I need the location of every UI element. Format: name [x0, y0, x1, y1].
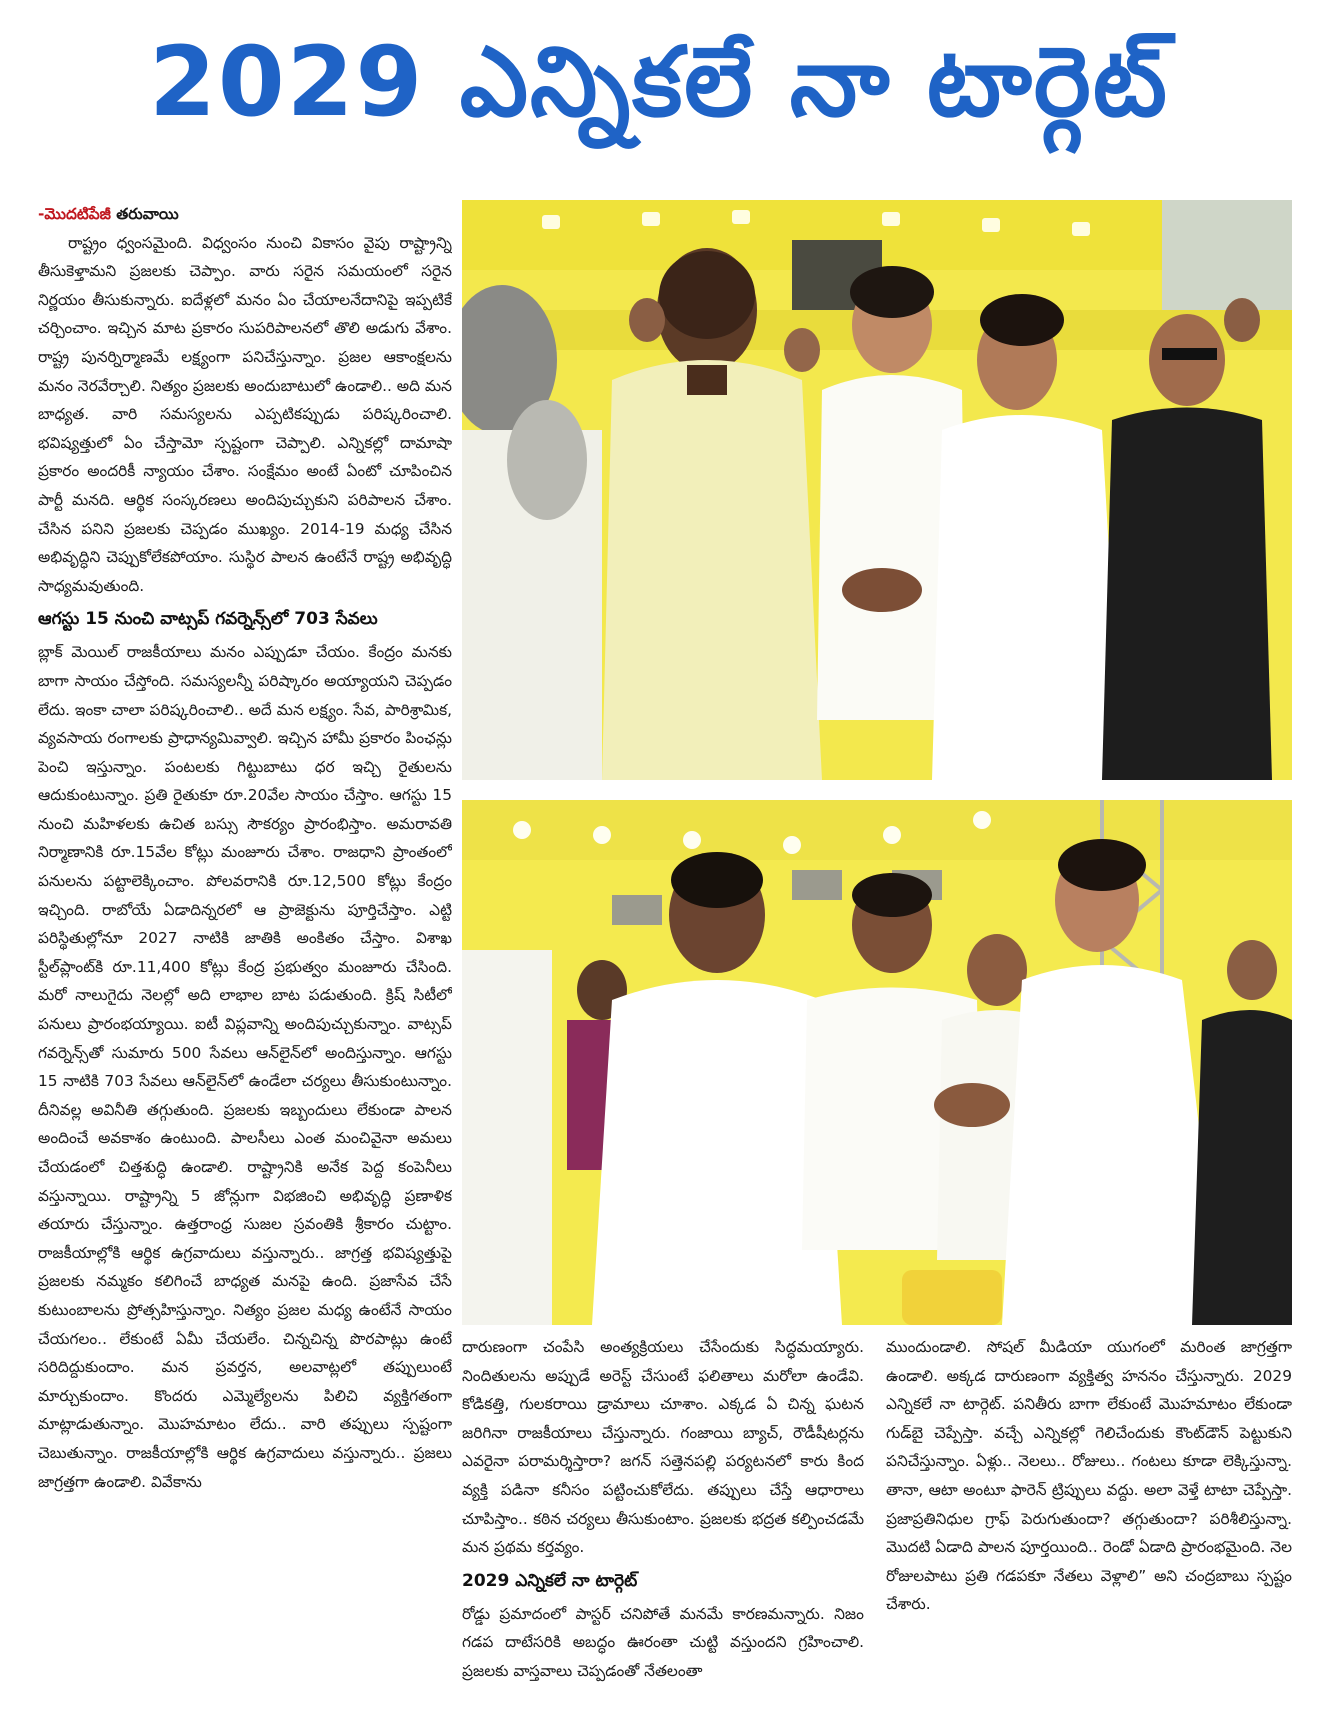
paragraph: బ్లాక్ మెయిల్ రాజకీయాలు మనం ఎప్పుడూ చేయం. కేంద్రం మనకు బాగా సాయం చేస్తోంది. సమస్యలన్నీ పరిష్కారం అయ్యాయని చెప్పడం లేదు. ఇంకా చాలా పరిష్కరించాలి.. అదే మన లక్ష్యం. సేవ, పారిశ్రామిక, వ్యవసాయ రంగాలకు ప్రాధాన్యమివ్వాలి. ఇచ్చిన హామీ ప్రకారం పింఛన్లు పెంచి ఇస్తున్నాం. పంటలకు గిట్టుబాటు ధర ఇచ్చి రైతులను ఆదుకుంటున్నాం. ప్రతి రైతుకూ రూ.20వేల సాయం చేస్తాం. ఆగస్టు 15 నుంచి మహిళలకు ఉచిత బస్సు సౌకర్యం ప్రారంభిస్తాం. అమరావతి నిర్మాణానికి రూ.15వేల కోట్లు మంజూరు చేశాం. రాజధాని ప్రాంతంలో పనులను పట్టాలెక్కించాం. పోలవరానికి రూ.12,500 కోట్లు కేంద్రం ఇచ్చింది. రాబోయే ఏడాదిన్నరలో ఆ ప్రాజెక్టును పూర్తిచేస్తాం. ఎట్టి పరిస్థితుల్లోనూ 2027 నాటికి జాతికి అంకితం చేస్తాం. విశాఖ స్టీల్‌ప్లాంట్‌కి రూ.11,400 కోట్లు కేంద్ర ప్రభుత్వం మంజూరు చేసింది. మరో నాలుగైదు నెలల్లో అది లాభాల బాట పడుతుంది. క్రిష్ సిటీలో పనులు ప్రారంభయ్యాయి. ఐటీ విప్లవాన్ని అందిపుచ్చుకున్నాం. వాట్సప్ గవర్నెన్స్‌తో సుమారు 500 సేవలు ఆన్‌లైన్‌లో అందిస్తున్నాం. ఆగస్టు 15 నాటికి 703 సేవలు ఆన్‌లైన్‌లో ఉండేలా చర్యలు తీసుకుంటున్నాం. దీనివల్ల అవినీతి తగ్గుతుంది. ప్రజలకు ఇబ్బందులు లేకుండా పాలన అందించే అవకాశం ఉంటుంది. పాలసీలు ఎంత మంచివైనా అమలు చేయడంలో చిత్తశుద్ధి ఉండాలి. రాష్ట్రానికి అనేక పెద్ద కంపెనీలు వస్తున్నాయి. రాష్ట్రాన్ని 5 జోన్లుగా విభజించి అభివృద్ధి ప్రణాళిక తయారు చేస్తున్నాం. ఉత్తరాంధ్ర సుజల స్రవంతికి శ్రీకారం చుట్టాం. రాజకీయాల్లోకి ఆర్థిక ఉగ్రవాదులు వస్తున్నారు.. జాగ్రత్త భవిష్యత్తుపై ప్రజలకు నమ్మకం కలిగించే బాధ్యత మనపై ఉంది. ప్రజాసేవ చేసే కుటుంబాలను ప్రోత్సహిస్తున్నాం. నిత్యం ప్రజల మధ్య ఉంటేనే సాయం చేయగలం.. లేకుంటే ఏమీ చేయలేం. చిన్నచిన్న పొరపాట్లు ఉంటే సరిదిద్దుకుందాం. మన ప్రవర్తన, అలవాట్లలో తప్పులుంటే మార్చుకుందాం. కొందరు ఎమ్మెల్యేలను పిలిచి వ్యక్తిగతంగా మాట్లాడుతున్నాం. మొహమాటం లేదు.. వారి తప్పులు స్పష్టంగా చెబుతున్నాం. రాజకీయాల్లోకి ఆర్థిక ఉగ్రవాదులు వస్తున్నారు.. ప్రజలు జాగ్రత్తగా ఉండాలి. వివేకాను: [38, 643, 452, 1491]
byline-continued: తరువాయి: [116, 205, 179, 223]
photo-leaders-greeting: [462, 200, 1292, 780]
photo-illustration: [462, 200, 1292, 780]
paragraph: దారుణంగా చంపేసి అంత్యక్రియలు చేసేందుకు సిద్ధమయ్యారు. నిందితులను అప్పుడే అరెస్ట్ చేసుంటే ఫలితాలు మరోలా ఉండేవి. కోడికత్తి, గులకరాయి డ్రామాలు చూశాం. ఎక్కడ ఏ చిన్న ఘటన జరిగినా రాజకీయాలు చేస్తున్నారు. గంజాయి బ్యాచ్, రౌడీషీటర్లను ఎవరైనా పరామర్శిస్తారా? జగన్ సత్తెనపల్లి పర్యటనలో కారు కింద వ్యక్తి పడినా కనీసం పట్టించుకోలేదు. తప్పులు చేస్తే ఆధారాలు చూపిస్తాం.. కఠిన చర్యలు తీసుకుంటాం. ప్రజలకు భద్రత కల్పించడమే మన ప్రథమ కర్తవ్యం.: [462, 1338, 864, 1557]
paragraph: రాష్ట్రం ధ్వంసమైంది. విధ్వంసం నుంచి వికాసం వైపు రాష్ట్రాన్ని తీసుకెళ్తామని ప్రజలకు చెప్పాం. వారు సరైన సమయంలో సరైన నిర్ణయం తీసుకున్నారు. ఐదేళ్లలో మనం ఏం చేయాలనేదానిపై ఇప్పటికే చర్చించాం. ఇచ్చిన మాట ప్రకారం సుపరిపాలనలో తొలి అడుగు వేశాం. రాష్ట్ర పునర్నిర్మాణమే లక్ష్యంగా పనిచేస్తున్నాం. ప్రజల ఆకాంక్షలను మనం నెరవేర్చాలి. నిత్యం ప్రజలకు అందుబాటులో ఉండాలి.. అది మన బాధ్యత. వారి సమస్యలను ఎప్పటికప్పుడు పరిష్కరించాలి. భవిష్యత్తులో ఏం చేస్తామో స్పష్టంగా చెప్పాలి. ఎన్నికల్లో దామాషా ప్రకారం అందరికీ న్యాయం చేశాం. సంక్షేమం అంటే ఏంటో చూపించిన పార్టీ మనది. ఆర్థిక సంస్కరణలు అందిపుచ్చుకుని పరిపాలన చేశాం. చేసిన పనిని ప్రజలకు చెప్పడం ముఖ్యం. 2014-19 మధ్య చేసిన అభివృద్ధిని చెప్పుకోలేకపోయాం. సుస్థిర పాలన ఉంటేనే రాష్ట్ర అభివృద్ధి సాధ్యమవుతుంది.: [38, 233, 452, 595]
photo-handshake: [462, 800, 1292, 1325]
headline: 2029 ఎన్నికలే నా టార్గెట్: [149, 26, 1169, 138]
photo-illustration: [462, 800, 1292, 1325]
paragraph: ముందుండాలి. సోషల్ మీడియా యుగంలో మరింత జాగ్రత్తగా ఉండాలి. అక్కడ దారుణంగా వ్యక్తిత్వ హననం చేస్తున్నారు. 2029 ఎన్నికలే నా టార్గెట్. పనితీరు బాగా లేకుంటే మొహమాటం లేకుండా గుడ్‌బై చెప్పేస్తా. వచ్చే ఎన్నికల్లో గెలిచేందుకు కౌంట్‌డౌన్ పెట్టుకుని పనిచేస్తున్నాం. ఏళ్లు.. నెలలు.. రోజులు.. గంటలు కూడా లెక్కిస్తున్నా. తానా, ఆటా అంటూ ఫారెన్ ట్రిప్పులు వద్దు. అలా వెళ్తే టాటా చెప్పేస్తా. ప్రజాప్రతినిధుల గ్రాఫ్ పెరుగుతుందా? తగ్గుతుందా? పరిశీలిస్తున్నా. మొదటి ఏడాది పాలన పూర్తయింది.. రెండో ఏడాది ప్రారంభమైంది. నెల రోజులపాటు ప్రతి గడపకూ నేతలు వెళ్లాలి” అని చంద్రబాబు స్పష్టం చేశారు.: [886, 1338, 1292, 1614]
byline: [38, 200, 452, 229]
article-column-1: [38, 200, 452, 1720]
article-column-2: [462, 1333, 864, 1723]
subheading: ఆగస్టు 15 నుంచి వాట్సప్ గవర్నెన్స్‌లో 703 సేవలు: [38, 609, 378, 630]
subheading: 2029 ఎన్నికలే నా టార్గెట్: [462, 1570, 638, 1591]
article-column-3: [886, 1333, 1292, 1723]
byline-source: -మొదటిపేజీ: [38, 205, 111, 223]
paragraph: రోడ్డు ప్రమాదంలో పాస్టర్ చనిపోతే మనమే కారణమన్నారు. నిజం గడప దాటేసరికి అబద్ధం ఊరంతా చుట్టి వస్తుందని గ్రహించాలి. ప్రజలకు వాస్తవాలు చెప్పడంతో నేతలంతా: [462, 1604, 864, 1680]
